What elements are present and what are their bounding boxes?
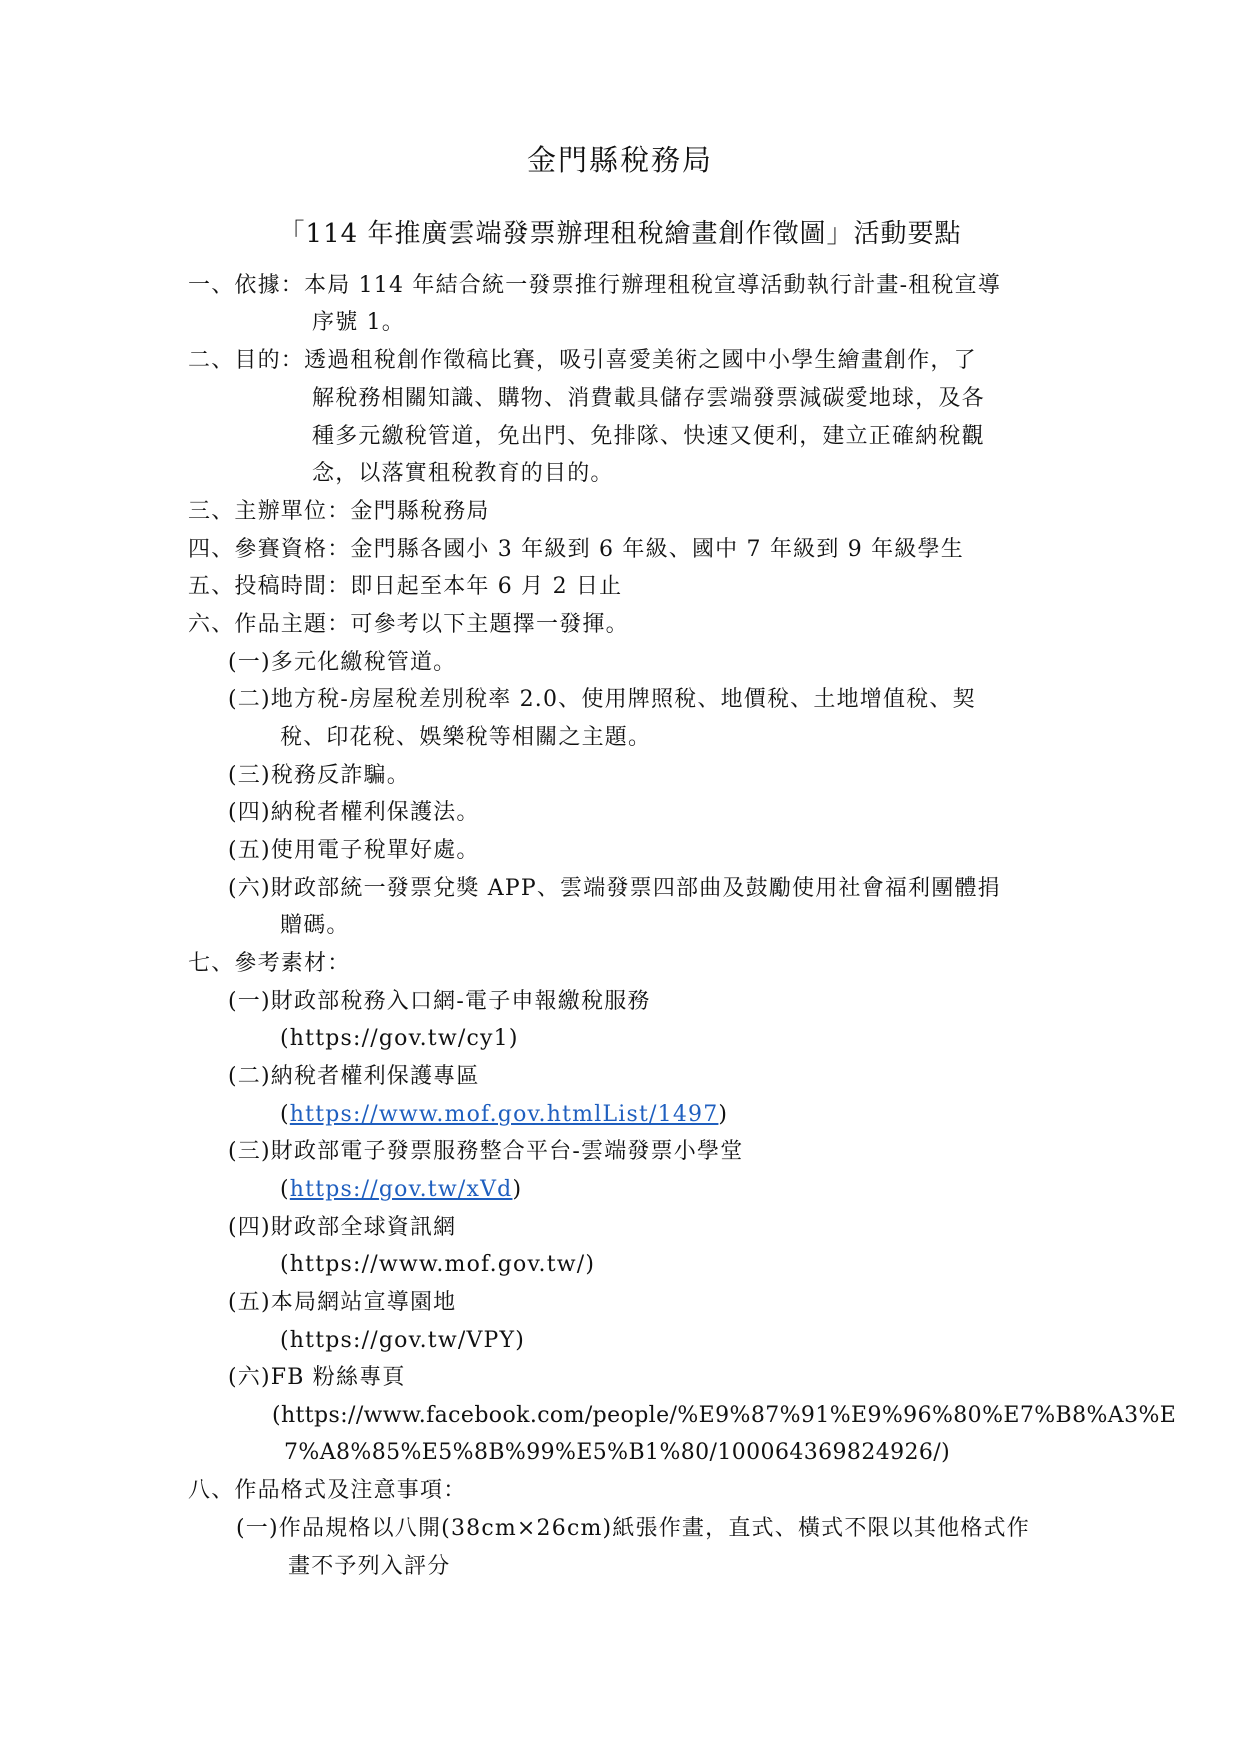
theme-item-6: (六)財政部統一發票兌獎 APP、雲端發票四部曲及鼓勵使用社會福利團體捐: [228, 876, 1001, 901]
reference-3-link[interactable]: https://gov.tw/xVd: [289, 1177, 513, 1202]
purpose-label: 二、目的：: [188, 348, 305, 373]
reference-3-url: [280, 1172, 522, 1208]
reference-3-open-paren: (: [280, 1177, 290, 1202]
theme-item-4: (四)納稅者權利保護法。: [228, 800, 480, 825]
theme-item-2: (二)地方稅-房屋稅差別稅率 2.0、使用牌照稅、地價稅、土地增值稅、契: [228, 687, 976, 712]
theme-item-5: (五)使用電子稅單好處。: [228, 838, 480, 863]
references-heading: 七、參考素材：: [188, 951, 351, 976]
format-item-1-cont: 畫不予列入評分: [288, 1554, 451, 1579]
reference-6-url-line2: 7%A8%85%E5%8B%99%E5%B1%80/100064369824926/): [284, 1440, 951, 1465]
reference-2-title: (二)納稅者權利保護專區: [228, 1064, 480, 1089]
purpose-line3: 種多元繳稅管道，免出門、免排隊、快速又便利，建立正確納稅觀: [312, 424, 985, 449]
reference-2-url: [280, 1097, 728, 1133]
basis-text: 本局 114 年結合統一發票推行辦理租稅宣導活動執行計畫-租稅宣導: [304, 273, 1002, 298]
theme-item-3: (三)稅務反詐騙。: [228, 763, 410, 788]
purpose-line2: 解稅務相關知識、購物、消費載具儲存雲端發票減碳愛地球，及各: [312, 386, 985, 411]
reference-1-title: (一)財政部稅務入口網-電子申報繳稅服務: [228, 989, 651, 1014]
purpose-line1: [188, 343, 977, 379]
reference-4-title: (四)財政部全球資訊網: [228, 1215, 457, 1240]
reference-2-open-paren: (: [280, 1102, 290, 1127]
reference-3-close-paren: ): [512, 1177, 523, 1202]
reference-6-url-line1: (https://www.facebook.com/people/%E9%87%91%E9%96%80%E7%B8%A3%E: [272, 1403, 1177, 1428]
eligibility-line: 四、參賽資格：金門縣各國小 3 年級到 6 年級、國中 7 年級到 9 年級學生: [188, 537, 964, 562]
reference-2-link[interactable]: https://www.mof.gov.htmlList/1497: [289, 1102, 719, 1127]
basis-label: 一、依據：: [188, 273, 305, 298]
theme-item-2-cont: 稅、印花稅、娛樂稅等相關之主題。: [280, 725, 652, 750]
event-title: 「114 年推廣雲端發票辦理租稅繪畫創作徵圖」活動要點: [278, 219, 962, 249]
themes-heading: 六、作品主題：可參考以下主題擇一發揮。: [188, 612, 629, 637]
purpose-line4: 念，以落實租稅教育的目的。: [312, 461, 614, 486]
format-item-1: (一)作品規格以八開(38cm×26cm)紙張作畫，直式、橫式不限以其他格式作: [236, 1516, 1030, 1541]
reference-4-url: (https://www.mof.gov.tw/): [280, 1252, 596, 1277]
basis-line2: 序號 1。: [312, 310, 405, 335]
agency-title: 金門縣稅務局: [526, 143, 713, 177]
basis-line1: [188, 268, 1001, 304]
theme-item-6-cont: 贈碼。: [280, 913, 350, 938]
reference-1-url: (https://gov.tw/cy1): [280, 1026, 519, 1051]
purpose-text-1: 透過租稅創作徵稿比賽，吸引喜愛美術之國中小學生繪畫創作，了: [304, 348, 977, 373]
organizer-line: 三、主辦單位：金門縣稅務局: [188, 499, 490, 524]
reference-3-title: (三)財政部電子發票服務整合平台-雲端發票小學堂: [228, 1139, 744, 1164]
theme-item-1: (一)多元化繳稅管道。: [228, 650, 457, 675]
reference-5-url: (https://gov.tw/VPY): [280, 1328, 526, 1353]
format-heading: 八、作品格式及注意事項：: [188, 1478, 467, 1503]
reference-5-title: (五)本局網站宣導園地: [228, 1290, 457, 1315]
reference-2-close-paren: ): [718, 1102, 729, 1127]
reference-6-title: (六)FB 粉絲專頁: [228, 1365, 406, 1390]
deadline-line: 五、投稿時間：即日起至本年 6 月 2 日止: [188, 574, 623, 599]
